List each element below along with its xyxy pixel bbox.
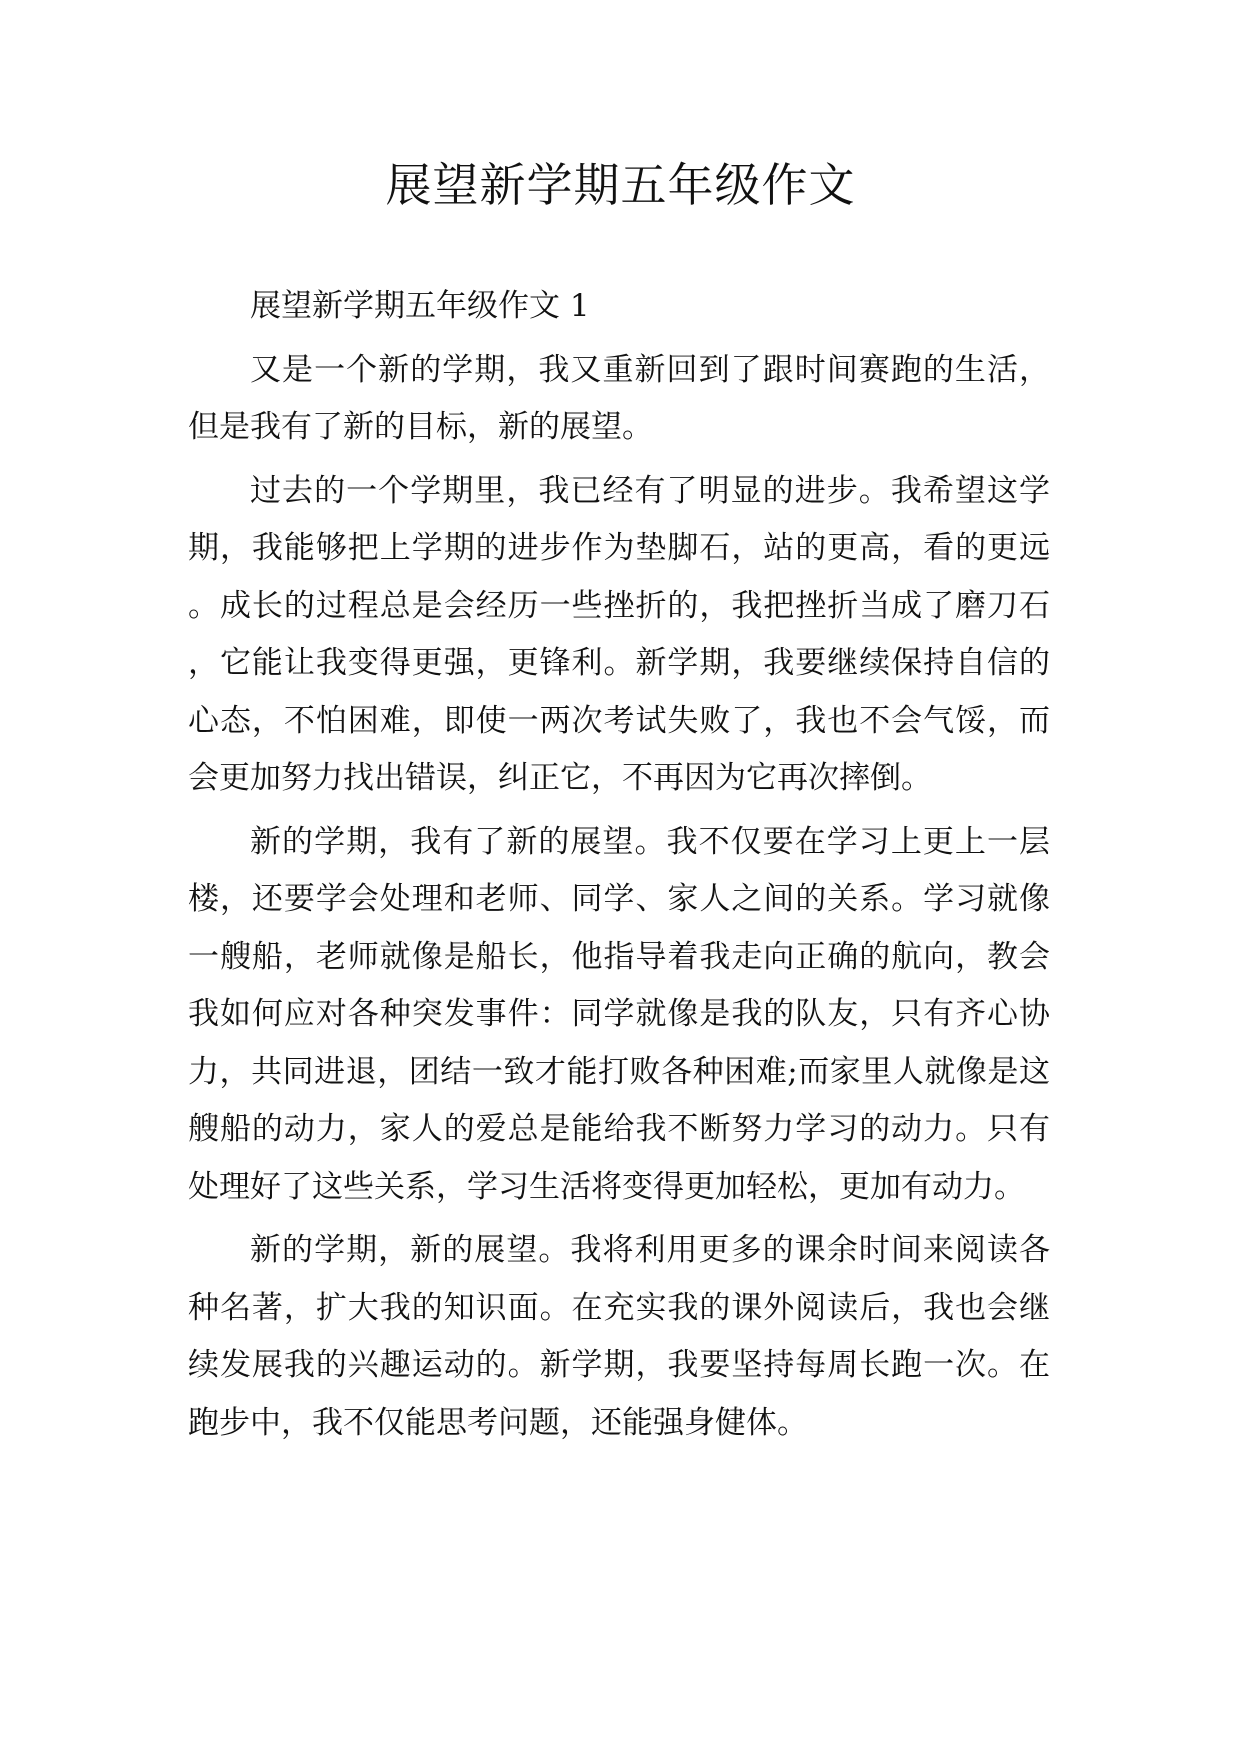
essay-subtitle: 展望新学期五年级作文 1 <box>250 288 590 324</box>
paragraph-2: 过去的一个学期里，我已经有了明显的进步。我希望这学期，我能够把上学期的进步作为垫脚石，站的更高，看的更远。成长的过程总是会经历一些挫折的，我把挫折当成了磨刀石，它能让我变得更强，更锋利。新学期，我要继续保持自信的心态，不怕困难，即使一两次考试失败了，我也不会气馁，而会更加努力找出错误，纠正它，不再因为它再次摔倒。 <box>188 472 1050 796</box>
document-body <box>188 278 1050 1452</box>
paragraph-1: 又是一个新的学期，我又重新回到了跟时间赛跑的生活，但是我有了新的目标，新的展望。 <box>188 351 1050 445</box>
paragraph-3: 新的学期，我有了新的展望。我不仅要在学习上更上一层楼，还要学会处理和老师、同学、家人之间的关系。学习就像一艘船，老师就像是船长，他指导着我走向正确的航向，教会我如何应对各种突发事件：同学就像是我的队友，只有齐心协力，共同进退，团结一致才能打败各种困难;而家里人就像是这艘船的动力，家人的爱总是能给我不断努力学习的动力。只有处理好了这些关系，学习生活将变得更加轻松，更加有动力。 <box>188 823 1050 1205</box>
paragraph-4: 新的学期，新的展望。我将利用更多的课余时间来阅读各种名著，扩大我的知识面。在充实我的课外阅读后，我也会继续发展我的兴趣运动的。新学期，我要坚持每周长跑一次。在跑步中，我不仅能思考问题，还能强身健体。 <box>188 1232 1050 1441</box>
document-title: 展望新学期五年级作文 <box>385 158 856 212</box>
